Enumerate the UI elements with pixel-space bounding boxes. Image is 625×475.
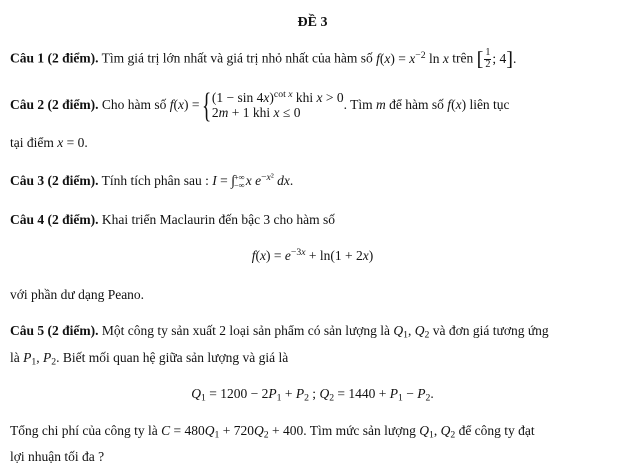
question-1-interval: [ $\frac{1}{2}$ ; 4]. [476, 47, 517, 70]
question-3-label: Câu 3 (2 điểm). [10, 173, 99, 188]
question-5-relations: $Q_1 = 1200 - 2P_1 + P_2$ ; $Q_2 = 1440 + P_1 - P_2$. [191, 386, 434, 404]
question-2-label: Câu 2 (2 điểm). [10, 96, 99, 112]
question-5-label: Câu 5 (2 điểm). [10, 323, 99, 338]
question-3-integral: I = ∫ +∞ −∞ x $e^{-x^2}$ dx. [212, 172, 294, 190]
question-2-function-name: f(x) = [169, 96, 200, 112]
question-4-text: Khai triển Maclaurin đến bậc 3 cho hàm số [101, 212, 336, 227]
question-2-text: Cho hàm số [101, 96, 167, 112]
question-1 [10, 47, 615, 72]
question-5-text: Một công ty sản xuất 2 loại sản phẩm có sản lượng là [101, 323, 391, 338]
question-5-last-line: lợi nhuận tối đa ? [10, 449, 105, 464]
question-4 [10, 212, 615, 229]
question-5: Câu 5 (2 điểm). Một công ty sản xuất 2 loại sản phẩm có sản lượng là $Q_1$, $Q_2$ và đơn giá tương ứng [10, 323, 549, 341]
exam-title: ĐỀ 3 [297, 15, 328, 30]
question-1-function: $f(x) = x^{-2}$ ln x [376, 49, 449, 66]
question-2-after: . Tìm [343, 96, 373, 112]
question-1-text: Tìm giá trị lớn nhất và giá trị nhỏ nhất của hàm số [101, 50, 373, 66]
question-3 [10, 173, 615, 191]
question-4-remainder: với phần dư dạng Peano. [10, 287, 145, 302]
question-5-line-2: là $P_1$, $P_2$. Biết mối quan hệ giữa sản lượng và giá là [10, 350, 289, 368]
question-1-label: Câu 1 (2 điểm). [10, 50, 99, 66]
question-4-label: Câu 4 (2 điểm). [10, 212, 99, 227]
question-5-cost: Tổng chi phí của công ty là $C = 480Q_1 + 720Q_2 + 400$. Tìm mức sản lượng $Q_1$, $Q_2$ để công ty đạt [10, 423, 535, 441]
question-4-formula: $f(x) = e^{-3x} + \ln(1 + 2x)$ [251, 247, 374, 263]
question-1-on: trên [452, 50, 474, 66]
question-2: Câu 2 (2 điểm). Cho hàm số f(x) = { $(1 - \sin 4x)^{cot x}$ khi x > 0 2m + 1 khi x ≤ 0 . Tìm m để hàm số f(x) liên tục [10, 86, 510, 125]
question-2-line-2: tại điểm x = 0. [10, 135, 88, 150]
question-2-piecewise: { $(1 - \sin 4x)^{cot x}$ khi x > 0 2m + 1 khi x ≤ 0 [201, 86, 344, 125]
question-3-text: Tính tích phân sau : [101, 173, 209, 188]
